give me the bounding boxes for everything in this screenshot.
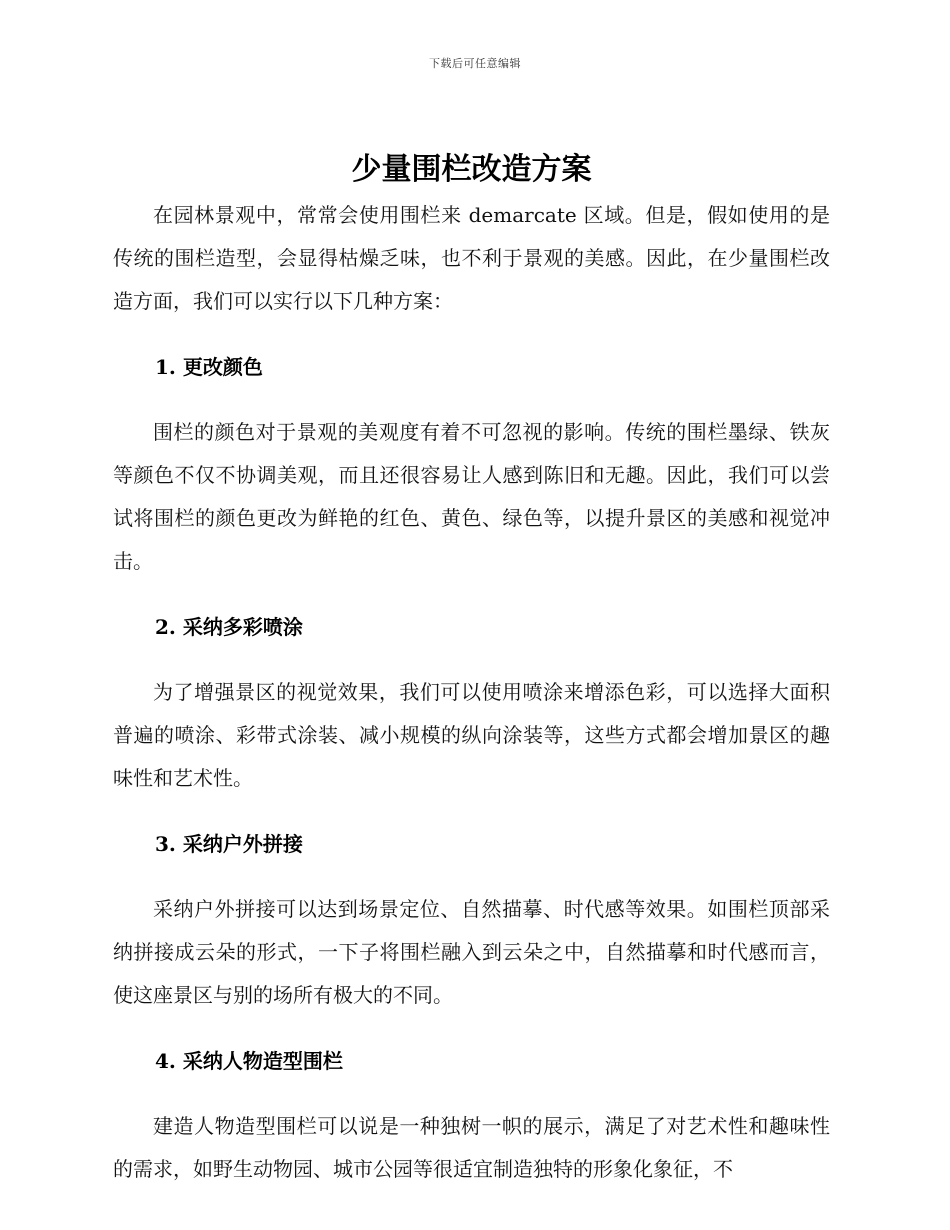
section-heading: 3. 采纳户外拼接 — [155, 832, 303, 856]
intro-paragraph: 在园林景观中，常常会使用围栏来 demarcate 区域。但是，假如使用的是传统的围栏造型，会显得枯燥乏味，也不利于景观的美感。因此，在少量围栏改造方面，我们可以实行以下几种方案： — [113, 203, 830, 313]
document-body — [113, 150, 830, 1191]
document-title: 少量围栏改造方案 — [351, 152, 592, 187]
section-heading: 1. 更改颜色 — [155, 355, 263, 379]
header-note: 下载后可任意编辑 — [429, 57, 521, 70]
section-paragraph: 围栏的颜色对于景观的美观度有着不可忽视的影响。传统的围栏墨绿、铁灰等颜色不仅不协调美观，而且还很容易让人感到陈旧和无趣。因此，我们可以尝试将围栏的颜色更改为鲜艳的红色、黄色、绿色等，以提升景区的美感和视觉冲击。 — [113, 420, 830, 573]
section-paragraph: 建造人物造型围栏可以说是一种独树一帜的展示，满足了对艺术性和趣味性的需求，如野生动物园、城市公园等很适宜制造独特的形象化象征，不 — [113, 1114, 830, 1181]
section-heading: 4. 采纳人物造型围栏 — [155, 1049, 343, 1073]
section-heading: 2. 采纳多彩喷涂 — [155, 615, 303, 639]
section-paragraph: 为了增强景区的视觉效果，我们可以使用喷涂来增添色彩，可以选择大面积普遍的喷涂、彩带式涂装、减小规模的纵向涂装等，这些方式都会增加景区的趣味性和艺术性。 — [113, 680, 830, 790]
section-paragraph: 采纳户外拼接可以达到场景定位、自然描摹、时代感等效果。如围栏顶部采纳拼接成云朵的形式，一下子将围栏融入到云朵之中，自然描摹和时代感而言，使这座景区与别的场所有极大的不同。 — [113, 897, 830, 1007]
